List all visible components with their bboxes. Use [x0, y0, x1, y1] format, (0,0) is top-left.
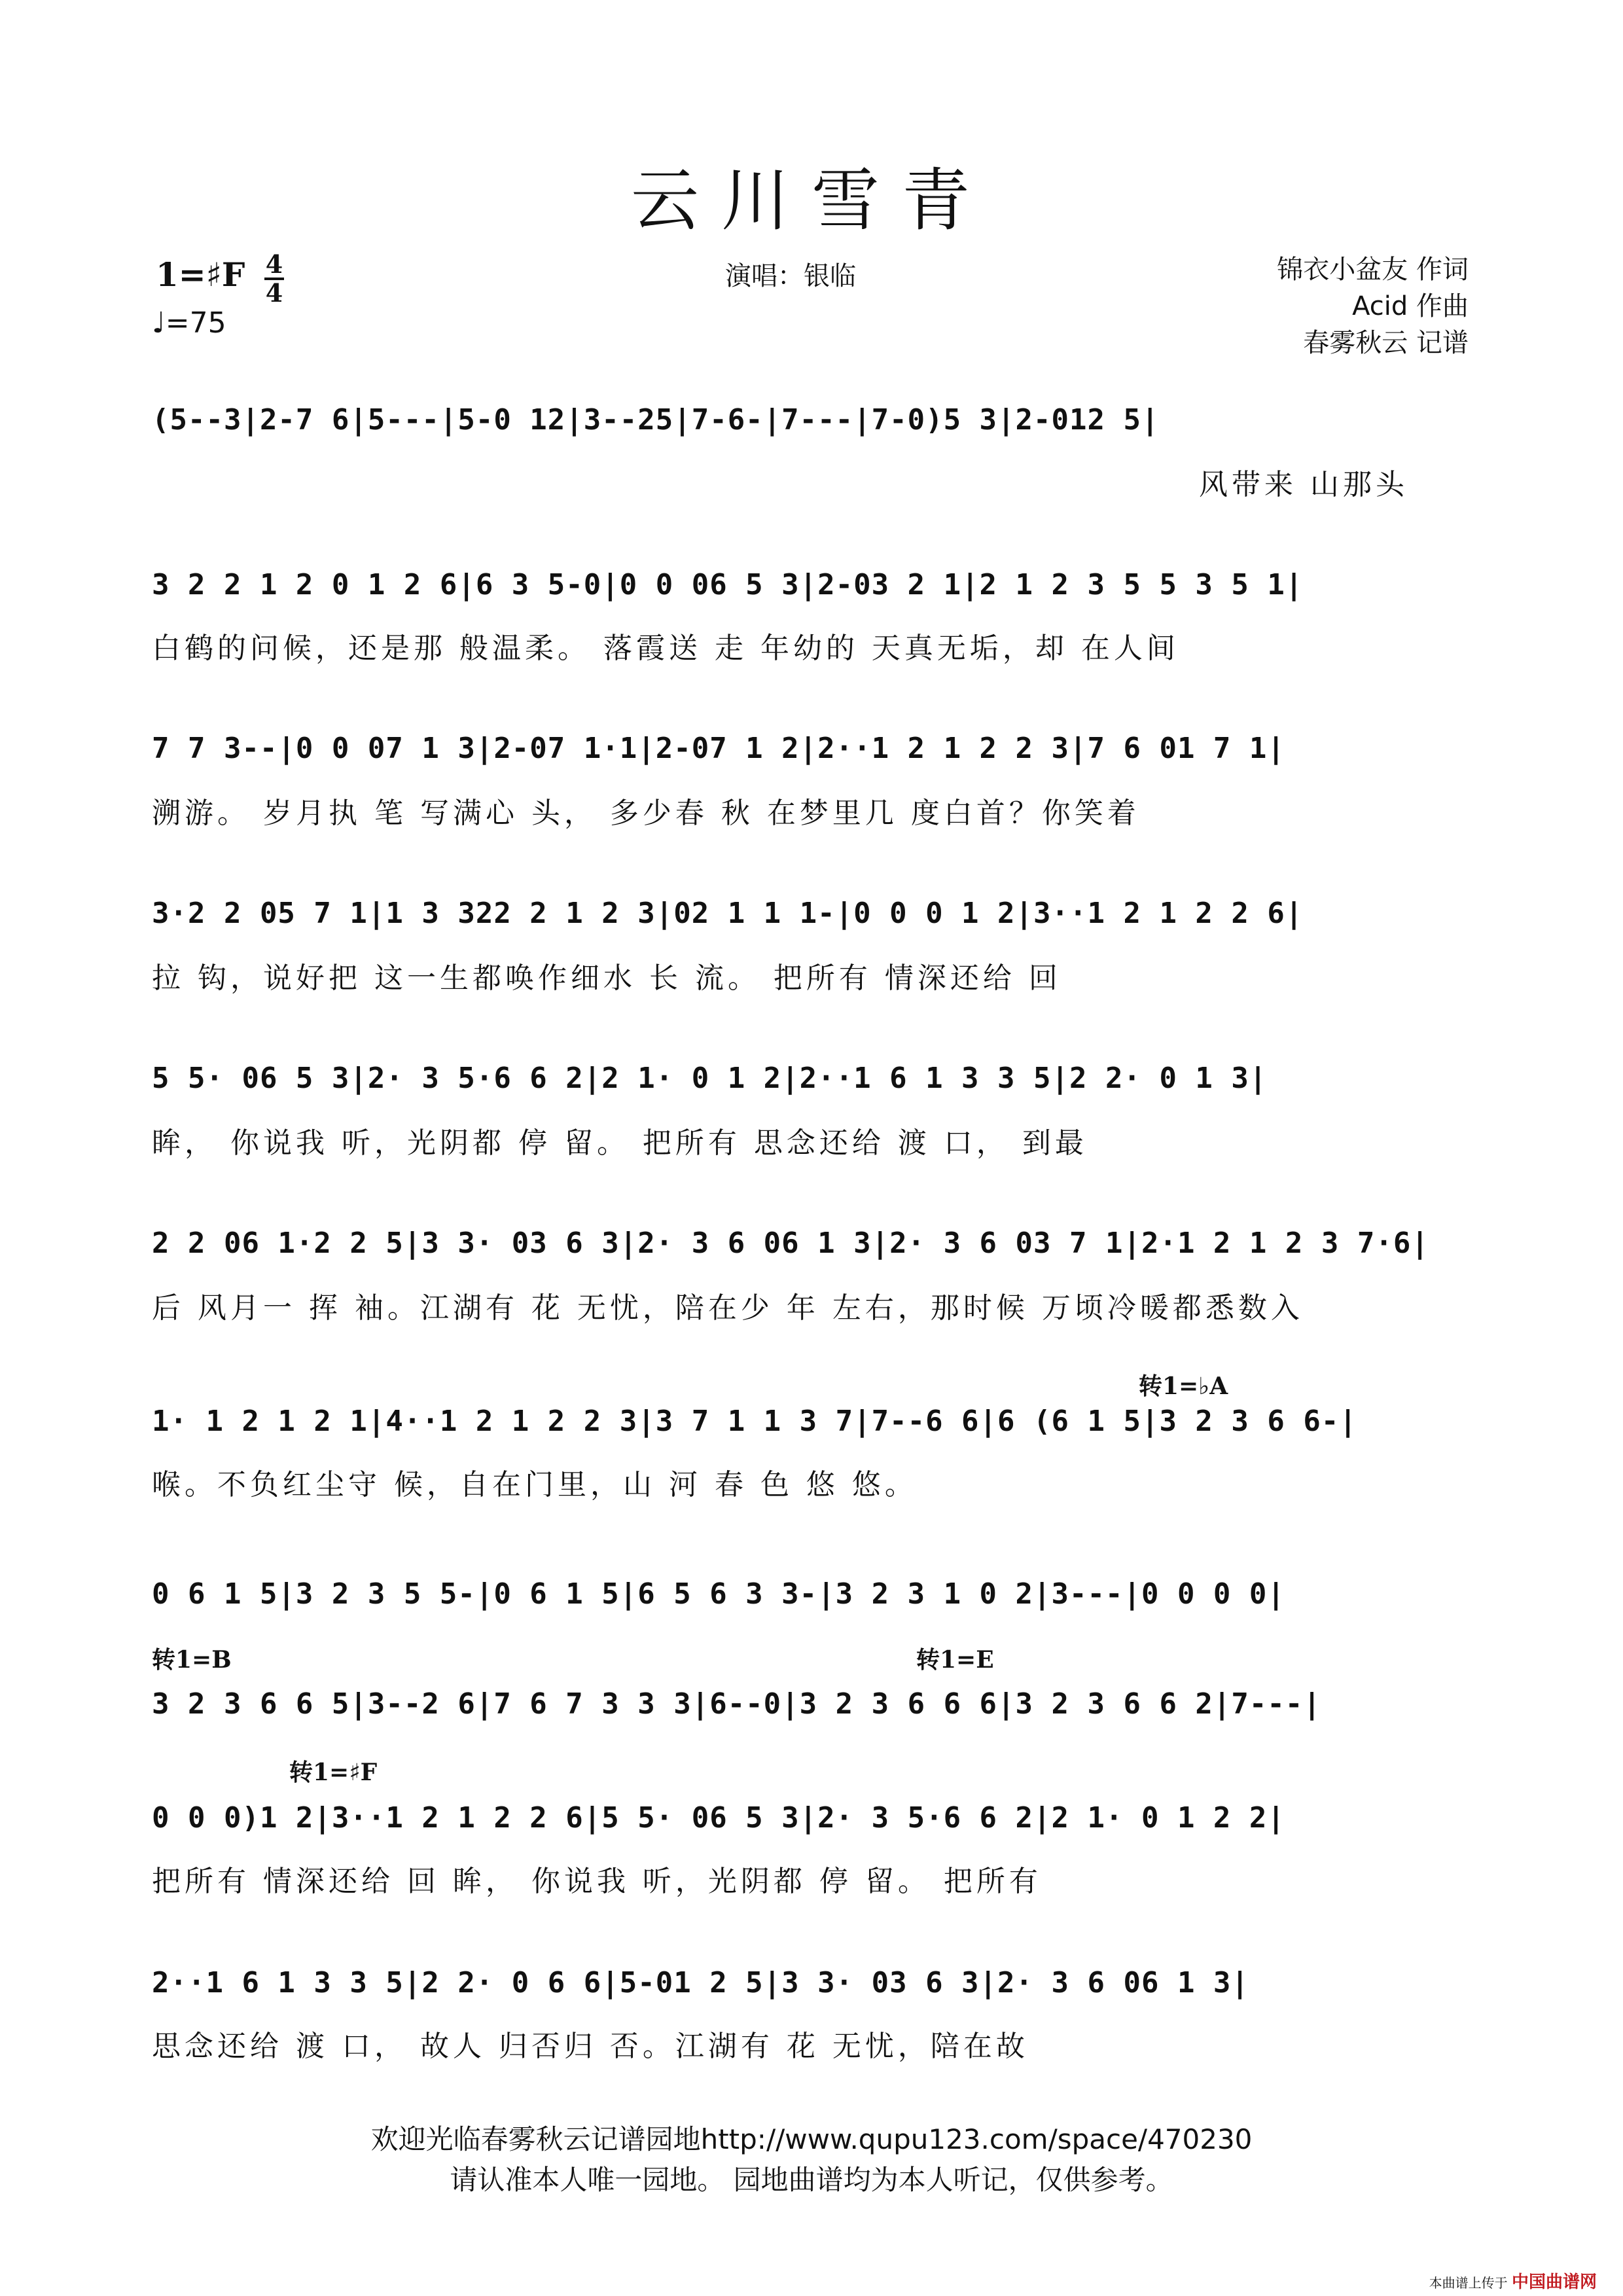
lyric-line-6: 后 风月一 挥 袖。江湖有 花 无忧，陪在少 年 左右，那时候 万顷冷暖都悉数入: [152, 1291, 1304, 1325]
watermark-site-logo: 中国曲谱网: [1511, 2272, 1597, 2292]
modulation-label: 转1=B: [152, 1646, 232, 1674]
time-signature: [264, 249, 284, 308]
lyric-line-5: 眸， 你说我 听，光阴都 停 留。 把所有 思念还给 渡 口， 到最: [152, 1126, 1088, 1160]
score-line-4: 3·2 2 05 7 1|1 3 322 2 1 2 3|02 1 1 1-|0 0 0 1 2|3··1 2 1 2 2 6|: [152, 897, 1304, 930]
footer-disclaimer-line: 请认准本人唯一园地。 园地曲谱均为本人听记，仅供参考。: [450, 2164, 1173, 2196]
tempo-marking: ♩=75: [152, 306, 226, 340]
score-line-7: 1· 1 2 1 2 1|4··1 2 1 2 2 3|3 7 1 1 3 7|7--6 6|6 (6 1 5|3 2 3 6 6-|: [152, 1405, 1357, 1438]
site-watermark: [1429, 2269, 1597, 2293]
time-signature-bottom: 4: [265, 278, 283, 308]
time-signature-top: 4: [265, 249, 283, 279]
page-title: 云川雪青: [630, 160, 992, 240]
score-line-5: 5 5· 06 5 3|2· 3 5·6 6 2|2 1· 0 1 2|2··1 6 1 3 3 5|2 2· 0 1 3|: [152, 1062, 1268, 1095]
lyric-line-1: 风带来 山那头: [1199, 468, 1408, 501]
score-line-9: 3 2 3 6 6 5|3--2 6|7 6 7 3 3 3|6--0|3 2 3 6 6 6|3 2 3 6 6 2|7---|: [152, 1687, 1321, 1721]
score-line-1: (5--3|2-7 6|5---|5-0 12|3--25|7-6-|7---|7-0)5 3|2-012 5|: [152, 403, 1160, 437]
singer-credit: 演唱：银临: [725, 261, 856, 291]
modulation-label: 转1=E: [916, 1646, 994, 1674]
score-line-6: 2 2 06 1·2 2 5|3 3· 03 6 3|2· 3 6 06 1 3|2· 3 6 03 7 1|2·1 2 1 2 3 7·6|: [152, 1227, 1429, 1260]
score-line-3: 7 7 3--|0 0 07 1 3|2-07 1·1|2-07 1 2|2··1 2 1 2 2 3|7 6 01 7 1|: [152, 732, 1285, 765]
transcriber-credit: 春雾秋云 记谱: [1303, 328, 1469, 358]
lyric-line-10: 把所有 情深还给 回 眸， 你说我 听，光阴都 停 留。 把所有: [152, 1865, 1042, 1898]
watermark-prefix: 本曲谱上传于: [1429, 2275, 1508, 2291]
modulation-label: 转1=♭A: [1139, 1372, 1228, 1400]
score-line-2: 3 2 2 1 2 0 1 2 6|6 3 5-0|0 0 06 5 3|2-03 2 1|2 1 2 3 5 5 3 5 1|: [152, 568, 1304, 601]
footer-website-line: 欢迎光临春雾秋云记谱园地http://www.qupu123.com/space/470230: [370, 2123, 1253, 2155]
lyric-line-2: 白鹤的问候，还是那 般温柔。 落霞送 走 年幼的 天真无垢，却 在人间: [152, 632, 1179, 665]
lyric-line-11: 思念还给 渡 口， 故人 归否归 否。江湖有 花 无忧，陪在故: [152, 2030, 1029, 2063]
key-signature: 1=♯F: [156, 255, 245, 294]
lyric-line-4: 拉 钩，说好把 这一生都唤作细水 长 流。 把所有 情深还给 回: [152, 961, 1061, 995]
composer-credit: Acid 作曲: [1352, 291, 1469, 321]
modulation-label: 转1=♯F: [289, 1759, 378, 1786]
lyric-line-7: 喉。不负红尘守 候，自在门里，山 河 春 色 悠 悠。: [152, 1468, 918, 1501]
score-line-8: 0 6 1 5|3 2 3 5 5-|0 6 1 5|6 5 6 3 3-|3 2 3 1 0 2|3---|0 0 0 0|: [152, 1577, 1285, 1611]
score-line-10: 0 0 0)1 2|3··1 2 1 2 2 6|5 5· 06 5 3|2· 3 5·6 6 2|2 1· 0 1 2 2|: [152, 1801, 1285, 1835]
footer-note: [0, 2119, 1623, 2200]
lyricist-credit: 锦衣小盆友 作词: [1277, 255, 1469, 285]
score-line-11: 2··1 6 1 3 3 5|2 2· 0 6 6|5-01 2 5|3 3· 03 6 3|2· 3 6 06 1 3|: [152, 1966, 1249, 2000]
lyric-line-3: 溯游。 岁月执 笔 写满心 头， 多少春 秋 在梦里几 度白首？你笑着: [152, 797, 1140, 830]
credits-block: [1277, 251, 1469, 361]
